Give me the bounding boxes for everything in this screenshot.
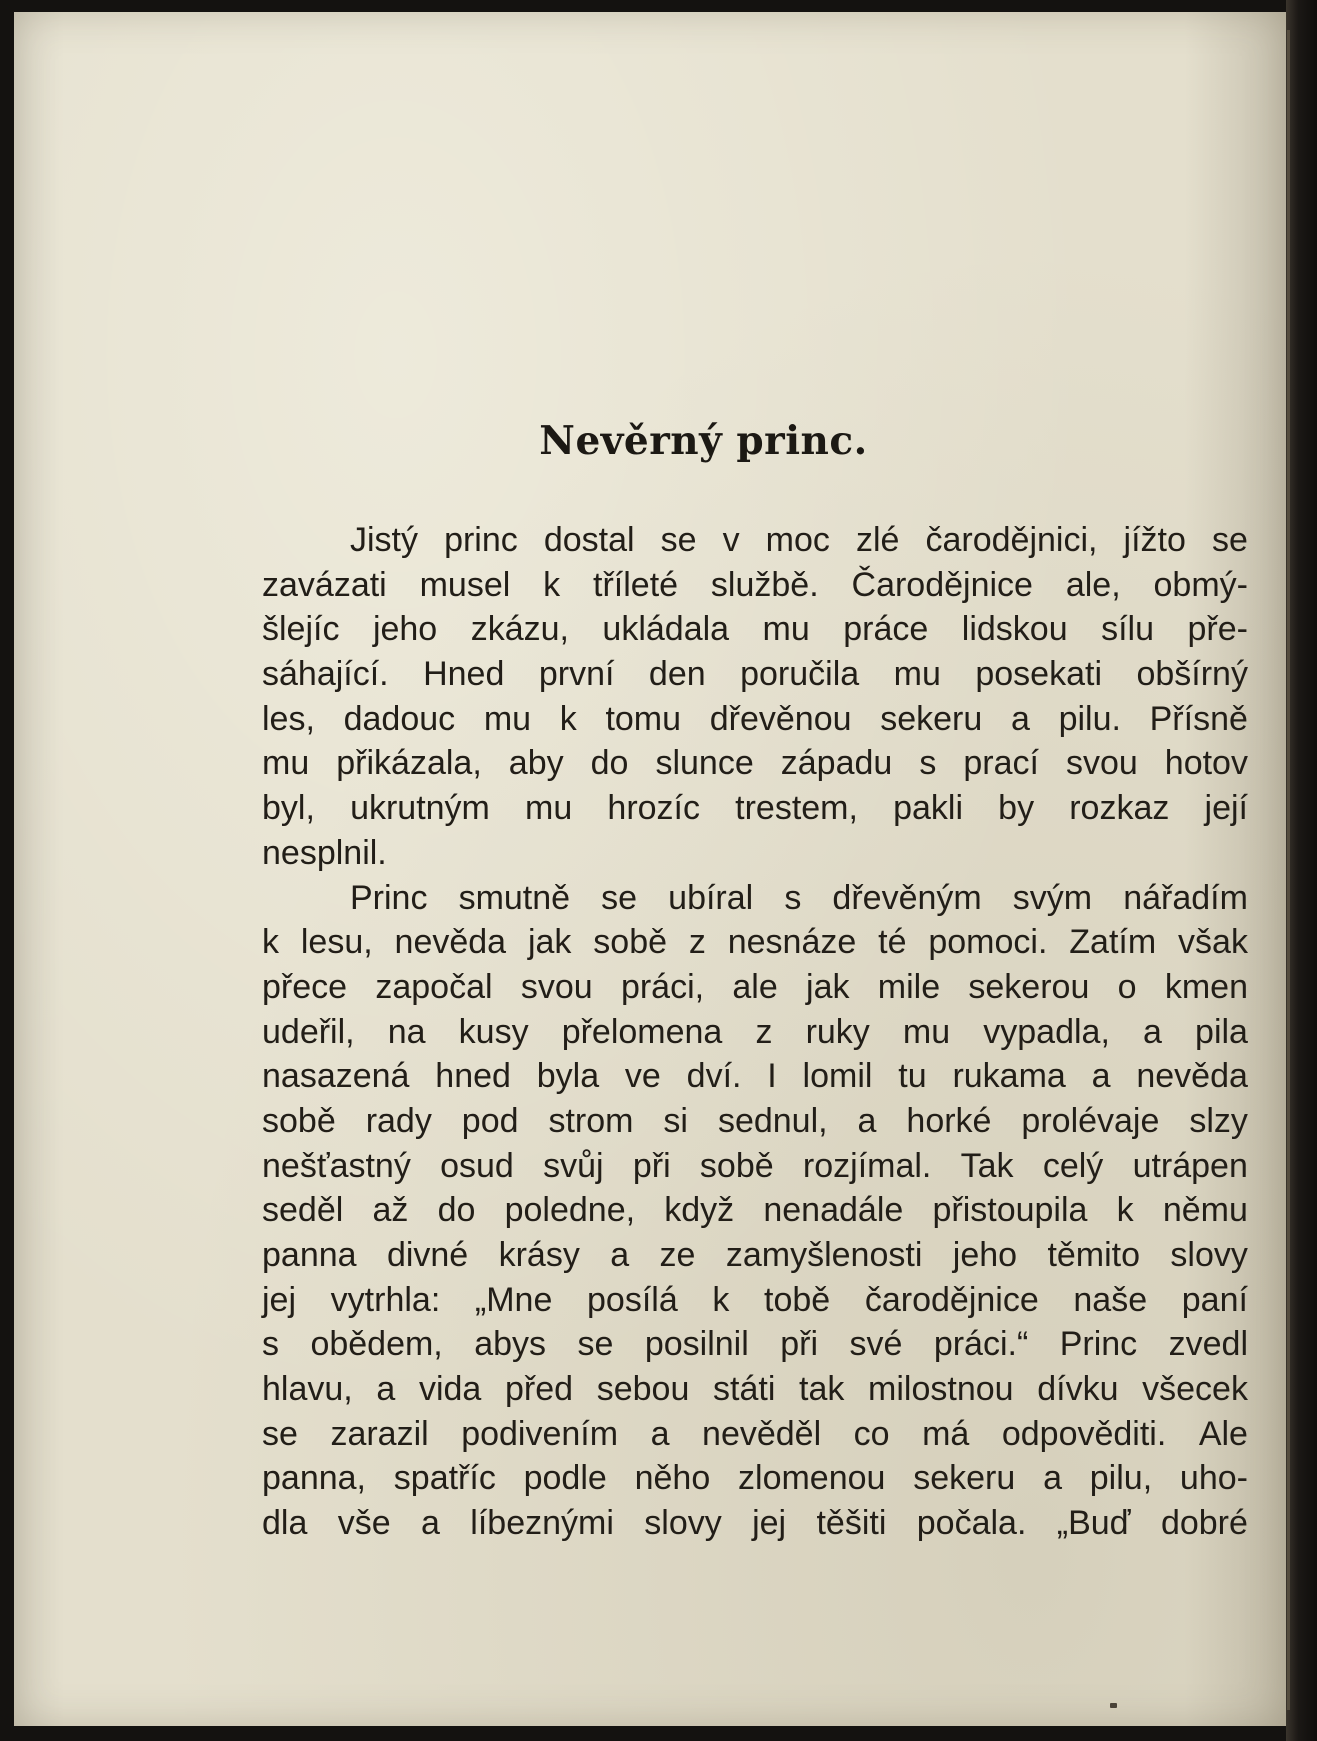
text-line: seděl až do poledne, když nenadále přistoupila k němu bbox=[262, 1191, 1248, 1230]
text-line: panna, spatříc podle něho zlomenou sekeru a pilu, uho- bbox=[262, 1459, 1248, 1498]
text-line: nesplnil. bbox=[262, 833, 387, 872]
body-text bbox=[262, 518, 1248, 1546]
text-line: s obědem, abys se posilnil při své práci.“ Princ zvedl bbox=[262, 1325, 1248, 1364]
text-line: les, dadouc mu k tomu dřevěnou sekeru a pilu. Přísně bbox=[262, 699, 1248, 738]
text-line: šlejíc jeho zkázu, ukládala mu práce lidskou sílu pře- bbox=[262, 610, 1248, 649]
chapter-title: Nevěrný princ. bbox=[539, 418, 868, 464]
text-line: sáhající. Hned první den poručila mu posekati obšírný bbox=[262, 655, 1248, 694]
book-gutter bbox=[1286, 0, 1317, 1741]
text-line: jej vytrhla: „Mne posílá k tobě čarodějnice naše paní bbox=[262, 1280, 1248, 1319]
text-line: nasazená hned byla ve dví. I lomil tu rukama a nevěda bbox=[262, 1057, 1248, 1096]
text-line: dla vše a líbeznými slovy jej těšiti počala. „Buď dobré bbox=[262, 1504, 1248, 1543]
text-line: přece započal svou práci, ale jak mile sekerou o kmen bbox=[262, 967, 1248, 1006]
text-line: hlavu, a vida před sebou státi tak milostnou dívku všecek bbox=[262, 1370, 1248, 1409]
page-edge-shadow bbox=[1287, 30, 1290, 1710]
ink-speck bbox=[1110, 1703, 1117, 1708]
text-line: Jistý princ dostal se v moc zlé čarodějnici, jížto se bbox=[350, 521, 1248, 559]
text-line: panna divné krásy a ze zamyšlenosti jeho těmito slovy bbox=[262, 1236, 1248, 1274]
text-line: mu přikázala, aby do slunce západu s prací svou hotov bbox=[262, 744, 1248, 783]
text-line: zavázati musel k tříleté službě. Čarodějnice ale, obmý- bbox=[262, 565, 1248, 604]
text-line: k lesu, nevěda jak sobě z nesnáze té pomoci. Zatím však bbox=[262, 923, 1248, 962]
text-line: nešťastný osud svůj při sobě rozjímal. Tak celý utrápen bbox=[262, 1146, 1248, 1185]
text-line: Princ smutně se ubíral s dřevěným svým nářadím bbox=[350, 878, 1248, 917]
text-line: byl, ukrutným mu hrozíc trestem, pakli by rozkaz její bbox=[262, 789, 1248, 828]
text-line: udeřil, na kusy přelomena z ruky mu vypadla, a pila bbox=[262, 1012, 1248, 1051]
text-line: se zarazil podivením a nevěděl co má odpověditi. Ale bbox=[262, 1414, 1248, 1453]
text-line: sobě rady pod strom si sednul, a horké prolévaje slzy bbox=[262, 1101, 1248, 1140]
